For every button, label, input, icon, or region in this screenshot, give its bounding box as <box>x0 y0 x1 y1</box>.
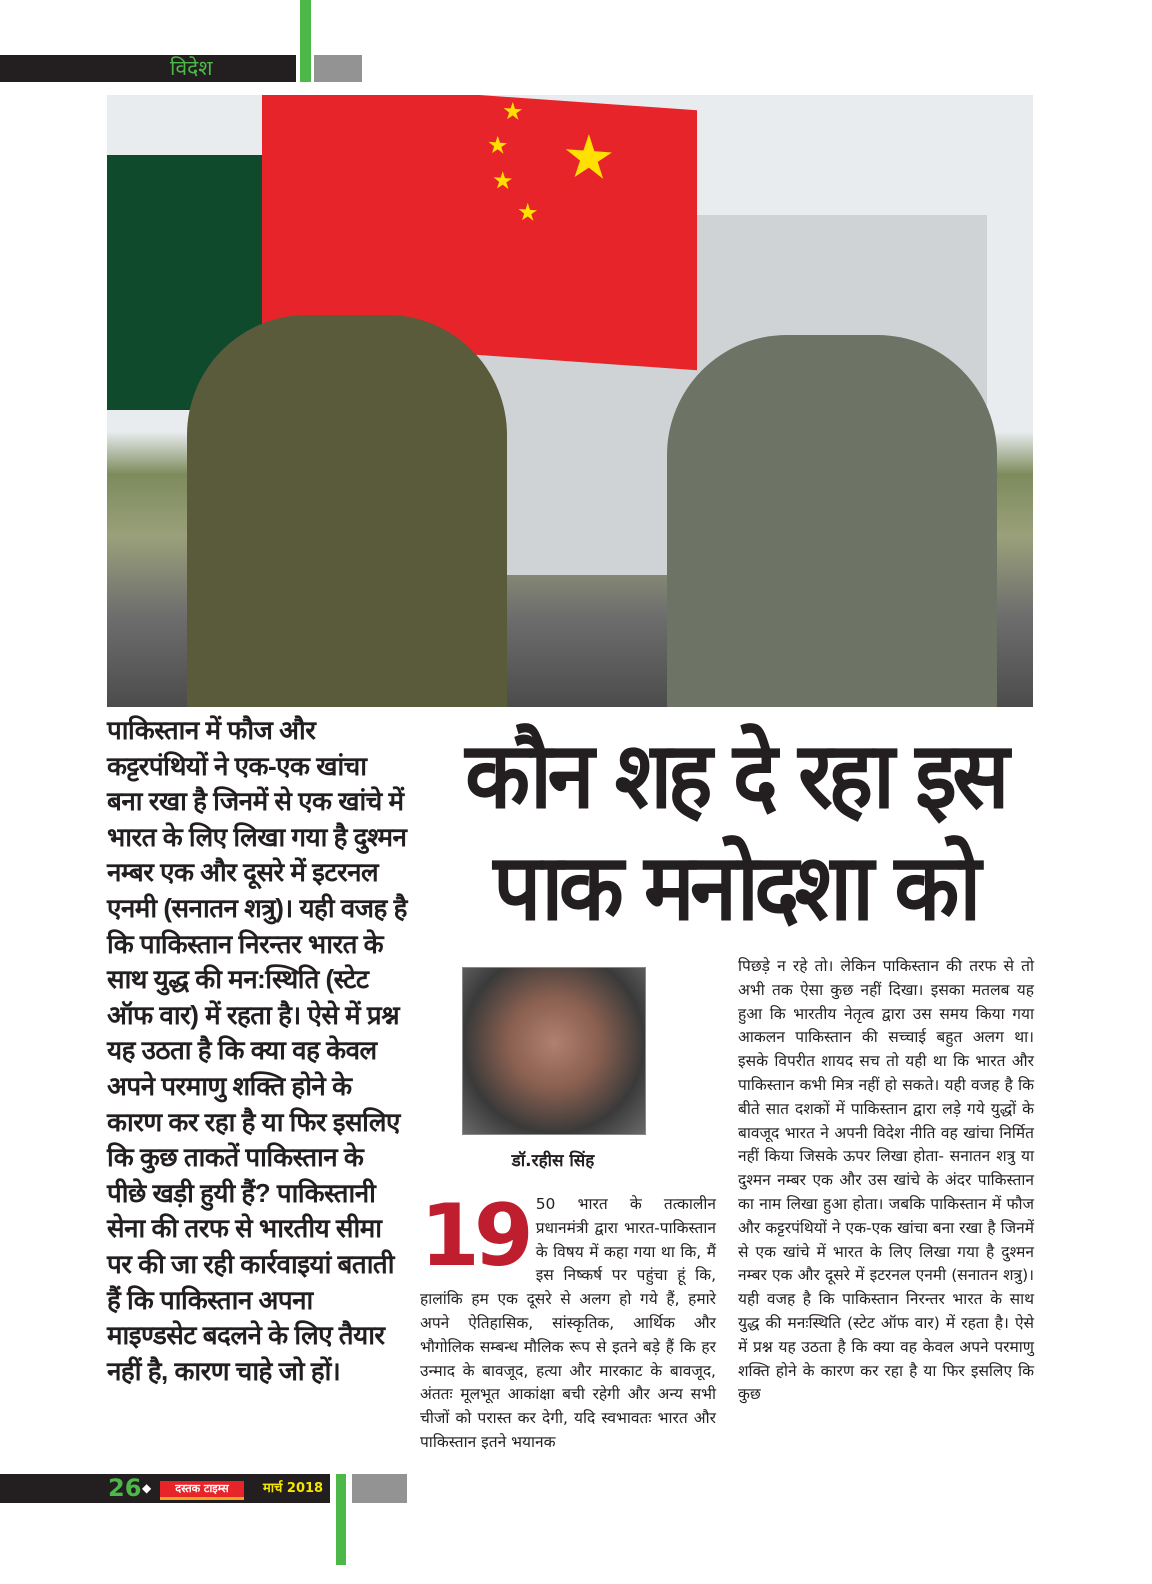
chinese-soldier <box>667 335 997 707</box>
magazine-logo: दस्तक टाइम्स <box>160 1481 244 1500</box>
lead-photo-handshake <box>107 95 1033 707</box>
section-bar <box>0 55 296 82</box>
gray-accent-box <box>314 55 362 82</box>
body-column-2: पिछड़े न रहे तो। लेकिन पाकिस्तान की तरफ से तो अभी तक ऐसा कुछ नहीं दिखा। इसका मतलब यह हुआ कि भारतीय नेतृत्व द्वारा उस समय किया गया आकलन पाकिस्तान की सच्चाई बहुत अलग था। इसके विपरीत शायद सच तो यही था कि भारत और पाकिस्तान कभी मित्र नहीं हो सकते। यही वजह है कि बीते सात दशकों में पाकिस्तान द्वारा लड़े गये युद्धों के बावजूद भारत ने अपनी विदेश नीति वह खांचा निर्मित नहीं किया जिसके ऊपर लिखा होता- सनातन शत्रु या दुश्मन नम्बर एक और उस खांचे के अंदर पाकिस्तान का नाम लिखा हुआ होता। जबकि पाकिस्तान में फौज और कट्टरपंथियों ने एक-एक खांचा बना रखा है जिनमें से एक खांचे में भारत के लिए लिखा गया है दुश्मन नम्बर एक और दूसरे में इटरनल एनमी (सनातन शत्रु)। यही वजह है कि पाकिस्तान निरन्तर भारत के साथ युद्ध की मनःस्थिति (स्टेट ऑफ वार) में रहता है। ऐसे में प्रश्न यह उठता है कि क्या वह केवल अपने परमाणु शक्ति होने के कारण कर रहा है या फिर इसलिए कि कुछ <box>738 957 1034 1404</box>
author-photo <box>462 967 646 1135</box>
drop-cap: 19 <box>420 1186 528 1286</box>
footer-gray-box <box>352 1474 407 1503</box>
star-icon: ★ <box>562 120 616 195</box>
issue-date: मार्च 2018 <box>263 1481 324 1496</box>
section-label: विदेश <box>170 56 213 80</box>
star-icon: ★ <box>517 197 539 228</box>
pull-quote: पाकिस्तान में फौज और कट्टरपंथियों ने एक-एक खांचा बना रखा है जिनमें से एक खांचे में भारत के लिए लिखा गया है दुश्मन नम्बर एक और दूसरे में इटरनल एनमी (सनातन शत्रु)। यही वजह है कि पाकिस्तान निरन्तर भारत के साथ युद्ध की मन:स्थिति (स्टेट ऑफ वार) में रहता है। ऐसे में प्रश्न यह उठता है कि क्या वह केवल अपने परमाणु शक्ति होने के कारण कर रहा है या फिर इसलिए कि कुछ ताकतें पाकिस्तान के पीछे खड़ी हुयी हैं? पाकिस्तानी सेना की तरफ से भारतीय सीमा पर की जा रही कार्रवाइयां बताती हैं कि पाकिस्तान अपना माइण्डसेट बदलने के लिए तैयार नहीं है, कारण चाहे जो हों। <box>107 715 407 1386</box>
body-text: 50 भारत के तत्कालीन प्रधानमंत्री द्वारा भारत-पाकिस्तान के विषय में कहा गया था कि, मैं इस निष्कर्ष पर पहुंचा हूं कि, हालांकि हम एक दूसरे से अलग हो गये हैं, हमारे अपने ऐतिहासिक, सांस्कृतिक, आर्थिक और भौगोलिक सम्बन्ध मौलिक रूप से इतने बड़े हैं कि हर उन्माद के बावजूद, हत्या और मारकाट के बावजूद, अंततः मूलभूत आकांक्षा बची रहेगी और अन्य सभी चीजों को परास्त कर देगी, यदि स्वभावतः भारत और पाकिस्तान इतने भयानक <box>420 1195 716 1451</box>
footer-green-bar <box>336 1474 346 1565</box>
body-column-1 <box>420 1186 716 1455</box>
headline-line-2: पाक मनोदशा को <box>493 834 977 941</box>
pakistani-soldier <box>187 315 507 707</box>
star-icon: ★ <box>487 130 509 161</box>
page-number: 26 <box>108 1474 142 1502</box>
bullet-icon: ◆ <box>142 1481 152 1495</box>
star-icon: ★ <box>492 165 514 196</box>
headline <box>454 720 1015 944</box>
author-byline: डॉ.रहीस सिंह <box>511 1151 595 1171</box>
green-accent-bar <box>300 0 311 82</box>
headline-line-1: कौन शह दे रहा इस <box>465 722 1005 829</box>
star-icon: ★ <box>502 96 524 127</box>
